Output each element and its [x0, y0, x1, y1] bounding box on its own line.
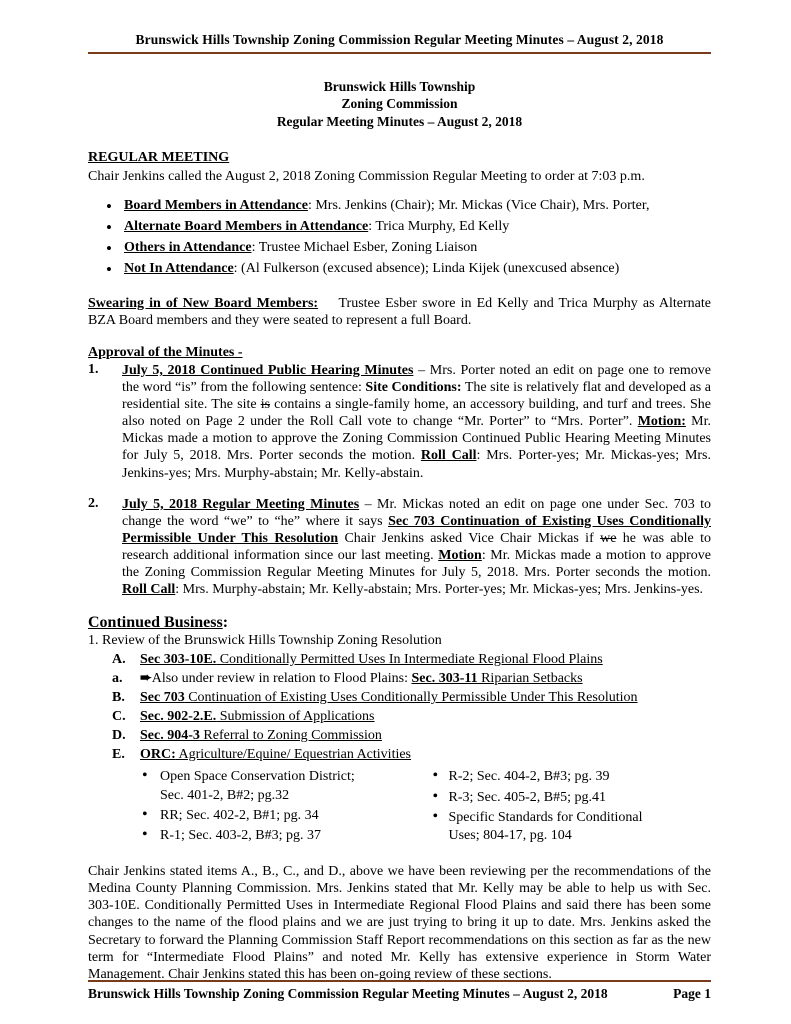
bullet-text-cont: Sec. 401-2, B#2; pg.32 — [160, 787, 290, 803]
roll-call-label: Roll Call — [122, 581, 176, 597]
attendance-label: Not In Attendance — [124, 260, 234, 276]
title-line-3: Regular Meeting Minutes – August 2, 2018 — [276, 113, 523, 129]
outline-section-number: Sec. 904-3 — [140, 727, 200, 743]
subitem-label: a. — [112, 671, 123, 687]
list-item — [130, 827, 421, 845]
struck-word: is — [260, 397, 271, 413]
zoning-resolution-outline — [88, 651, 711, 764]
outline-section-number: Sec. 902-2.E. — [140, 708, 217, 724]
item-text-5: : Mrs. Murphy-abstain; Mr. Kelly-abstain; Mrs. Porter-yes; Mr. Mickas-yes; Mrs. Jenkins-yes. — [175, 581, 704, 597]
minutes-item-2 — [88, 496, 711, 598]
list-item — [88, 195, 711, 216]
subitem-section-number: Sec. 303-11 — [411, 671, 478, 687]
attendance-label: Alternate Board Members in Attendance — [124, 218, 369, 234]
closing-paragraph: Chair Jenkins stated items A., B., C., and D., above we have been reviewing per the recommendations of the Medina County Planning Commission. Mrs. Jenkins stated that Mr. Kelly may be able to help us with Sec. 303-10E. Conditionally Permitted Uses in Intermediate Regional Flood Plains and said there has been some changes to the name of the flood plains and we are just trying to bring it up to date. Mrs. Jenkins asked the Secretary to forward the Planning Commission Staff Report recommendations on this section as far as the new term for “Intermediate Flood Plains” and noted Mr. Kelly has extensive experience in Storm Water Management. Chair Jenkins stated this has been on-going review of these sections. — [88, 864, 711, 982]
item-text-3: he was able to research additional information since our last meeting. — [122, 530, 711, 563]
item-text-5: : Mrs. Porter-yes; Mr. Mickas-yes; Mrs. Jenkins-yes; Mrs. Murphy-abstain; Mr. Kelly-abstain. — [122, 448, 712, 481]
outline-subitem-a — [88, 670, 711, 689]
bullet-text-cont: Uses; 804-17, pg. 104 — [448, 828, 572, 844]
arrow-icon: ➨ — [140, 671, 152, 687]
bullet-text: R-3; Sec. 405-2, B#5; pg.41 — [448, 789, 606, 805]
subitem-text-before: Also under review in relation to Flood Plains: — [151, 671, 412, 687]
bullet-text: R-1; Sec. 403-2, B#3; pg. 37 — [160, 828, 321, 844]
header-divider — [88, 52, 711, 54]
outline-section-title: Conditionally Permitted Uses In Intermediate Regional Flood Plains — [216, 652, 603, 668]
roll-call-label: Roll Call — [420, 448, 477, 464]
swearing-in-heading: Swearing in of New Board Members: — [88, 295, 319, 311]
list-item — [88, 258, 711, 279]
list-item — [130, 768, 421, 804]
call-to-order-text: Chair Jenkins called the August 2, 2018 Zoning Commission Regular Meeting to order at 7:03 p.m. — [88, 168, 645, 184]
item-body — [122, 496, 711, 598]
section-heading-approval: Approval of the Minutes - — [88, 345, 243, 361]
continued-business-label: Continued Business — [88, 614, 223, 632]
item-text-3: contains a single-family home, an accessory building, and turf and trees. She also noted on Page 2 under the Roll Call vote to change “Mr. Porter” to “Mrs. Porter”. — [122, 397, 711, 430]
outline-label: D. — [112, 727, 126, 743]
outline-item-d — [88, 727, 711, 746]
bullet-text: R-2; Sec. 404-2, B#3; pg. 39 — [448, 769, 610, 785]
attendance-text: : Trustee Michael Esber, Zoning Liaison — [251, 239, 478, 255]
item-text-4: Mr. Mickas made a motion to approve the Zoning Commission Continued Public Hearing Meeting Minutes for July 5, 2018. Mrs. Porter seconds the motion. — [122, 414, 711, 464]
continued-business-intro: 1. Review of the Brunswick Hills Township Zoning Resolution — [88, 633, 442, 649]
reference-bullets-left — [88, 768, 421, 847]
continued-business-colon: : — [222, 614, 229, 632]
footer-divider — [88, 980, 711, 982]
item-body — [122, 362, 711, 482]
motion-label: Motion — [438, 547, 482, 563]
title-line-2: Zoning Commission — [341, 96, 458, 112]
struck-word: we — [600, 530, 617, 546]
list-item — [421, 768, 712, 786]
attendance-text: : (Al Fulkerson (excused absence); Linda Kijek (unexcused absence) — [233, 260, 620, 276]
outline-section-number: Sec 703 — [140, 689, 185, 705]
attendance-label: Board Members in Attendance — [124, 197, 308, 213]
outline-label: E. — [112, 746, 125, 762]
motion-label: Motion: — [637, 414, 686, 430]
list-item — [421, 789, 712, 807]
attendance-text: : Trica Murphy, Ed Kelly — [368, 218, 510, 234]
outline-item-b — [88, 689, 711, 708]
outline-item-a — [88, 651, 711, 670]
bullet-text: Open Space Conservation District; — [160, 769, 355, 785]
document-title — [88, 78, 711, 130]
minutes-item-1 — [88, 362, 711, 482]
page-footer — [88, 980, 711, 1002]
item-text-1: – Mr. Mickas noted an edit on page one under Sec. 703 to change the word “we” to “he” where it says — [122, 496, 711, 529]
section-heading-regular-meeting: REGULAR MEETING — [88, 149, 230, 165]
outline-section-title: Agriculture/Equine/ Equestrian Activities — [175, 746, 412, 762]
item-text-4: : Mr. Mickas made a motion to approve the Zoning Commission Regular Meeting Minutes for July 5, 2018. Mrs. Porter seconds the motion. — [122, 547, 711, 580]
list-item — [88, 216, 711, 237]
page-content — [88, 32, 711, 983]
item-title: July 5, 2018 Continued Public Hearing Minutes — [122, 363, 414, 379]
item-number: 1. — [88, 362, 99, 378]
list-item — [130, 807, 421, 825]
subitem-section-title: Riparian Setbacks — [477, 671, 583, 687]
attendance-list — [88, 195, 711, 279]
reference-bullets-right — [421, 768, 712, 847]
title-line-1: Brunswick Hills Township — [323, 79, 476, 94]
site-conditions-label: Site Conditions: — [365, 380, 462, 396]
outline-label: A. — [112, 652, 126, 668]
outline-label: C. — [112, 708, 126, 724]
swearing-in-body: Trustee Esber swore in Ed Kelly and Trica Murphy as Alternate BZA Board members and they were seated to represent a full Board. — [88, 295, 711, 328]
outline-section-title: Submission of Applications — [216, 708, 375, 724]
attendance-text: : Mrs. Jenkins (Chair); Mr. Mickas (Vice Chair), Mrs. Porter, — [307, 197, 650, 213]
attendance-label: Others in Attendance — [124, 239, 252, 255]
item-text-1: – Mrs. Porter noted an edit on page one to remove the word “is” from the following sentence: — [122, 363, 712, 396]
outline-section-title: Referral to Zoning Commission — [199, 727, 382, 743]
list-item — [421, 809, 712, 845]
item-text-2: The site is relatively flat and developed as a residential site. The site — [122, 380, 712, 413]
outline-item-e — [88, 746, 711, 765]
outline-label: B. — [112, 689, 125, 705]
bullet-text: RR; Sec. 402-2, B#1; pg. 34 — [160, 807, 319, 823]
section-heading-continued-business — [88, 614, 711, 632]
page-number: Page 1 — [673, 986, 711, 1001]
item-text-2: Chair Jenkins asked Vice Chair Mickas if — [338, 530, 601, 546]
list-item — [88, 237, 711, 258]
sec-703-reference: Sec 703 Continuation of Existing Uses Conditionally Permissible Under This Resolution — [122, 513, 711, 546]
running-header: Brunswick Hills Township Zoning Commission Regular Meeting Minutes – August 2, 2018 — [135, 32, 664, 47]
outline-section-number: Sec 303-10E. — [140, 652, 217, 668]
item-number: 2. — [88, 495, 99, 511]
item-title: July 5, 2018 Regular Meeting Minutes — [122, 496, 360, 512]
reference-bullets — [88, 768, 711, 847]
outline-section-title: Continuation of Existing Uses Conditionally Permissible Under This Resolution — [184, 689, 638, 705]
outline-item-c — [88, 708, 711, 727]
bullet-text: Specific Standards for Conditional — [448, 809, 643, 825]
outline-section-number: ORC: — [140, 746, 176, 762]
running-footer: Brunswick Hills Township Zoning Commission Regular Meeting Minutes – August 2, 2018 — [88, 986, 608, 1001]
swearing-in-paragraph — [88, 295, 711, 329]
